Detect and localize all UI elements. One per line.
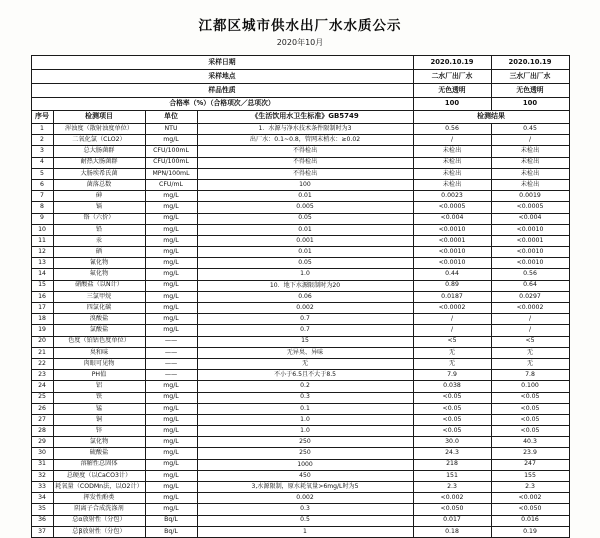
cell-item: PH值 [53, 370, 145, 381]
cell-standard: 10．地下水源限制时为20 [197, 280, 413, 291]
cell-no: 20 [31, 336, 53, 347]
table-row [31, 347, 569, 358]
cell-unit: mg/L [145, 191, 197, 202]
cell-unit: mg/L [145, 303, 197, 314]
cell-item: 四氯化碳 [53, 303, 145, 314]
cell-unit: Bq/L [145, 526, 197, 537]
cell-no: 28 [31, 426, 53, 437]
cell-result-plant3: <0.05 [491, 403, 569, 414]
cell-result-plant2: 0.18 [413, 526, 491, 537]
cell-no: 13 [31, 258, 53, 269]
cell-unit: —— [145, 370, 197, 381]
cell-item: 铅 [53, 224, 145, 235]
cell-no: 19 [31, 325, 53, 336]
cell-unit: mg/L [145, 448, 197, 459]
cell-standard: 0.002 [197, 303, 413, 314]
cell-item: 汞 [53, 235, 145, 246]
cell-result-plant2: 0.56 [413, 124, 491, 135]
cell-result-plant3: <0.05 [491, 414, 569, 425]
column-header-no: 序号 [31, 111, 53, 124]
header-value-property-plant3: 无色透明 [491, 84, 569, 98]
cell-item: 总β放射性（分包） [53, 526, 145, 537]
cell-result-plant3: <0.05 [491, 392, 569, 403]
cell-no: 36 [31, 515, 53, 526]
table-row [31, 247, 569, 258]
cell-result-plant2: 未检出 [413, 168, 491, 179]
cell-result-plant3: 155 [491, 470, 569, 481]
header-value-property-plant2: 无色透明 [413, 84, 491, 98]
cell-standard: 0.01 [197, 247, 413, 258]
cell-item: 溶解性总固体 [53, 459, 145, 470]
cell-standard: 1.0 [197, 426, 413, 437]
cell-result-plant2: <5 [413, 336, 491, 347]
table-row [31, 157, 569, 168]
table-row [31, 224, 569, 235]
cell-result-plant2: 未检出 [413, 179, 491, 190]
cell-unit: MPN/100mL [145, 168, 197, 179]
cell-result-plant3: / [491, 314, 569, 325]
cell-item: 三氯甲烷 [53, 291, 145, 302]
cell-item: 浑浊度（散射浊度单位） [53, 124, 145, 135]
cell-result-plant3: <0.0010 [491, 258, 569, 269]
header-row-pass-rate [31, 98, 569, 111]
cell-result-plant3: 0.64 [491, 280, 569, 291]
cell-unit: mg/L [145, 426, 197, 437]
table-row [31, 504, 569, 515]
cell-no: 8 [31, 202, 53, 213]
table-row [31, 336, 569, 347]
cell-result-plant2: 7.9 [413, 370, 491, 381]
cell-result-plant2: 未检出 [413, 157, 491, 168]
cell-standard: 0.7 [197, 314, 413, 325]
column-header-result: 检测结果 [413, 111, 569, 124]
column-header-item: 检测项目 [53, 111, 145, 124]
cell-item: 总α放射性（分包） [53, 515, 145, 526]
cell-standard: 250 [197, 437, 413, 448]
header-row-sampling-location [31, 70, 569, 84]
cell-standard: 0.05 [197, 213, 413, 224]
cell-unit: mg/L [145, 437, 197, 448]
cell-standard: 不小于6.5且不大于8.5 [197, 370, 413, 381]
table-row [31, 202, 569, 213]
cell-result-plant2: 0.89 [413, 280, 491, 291]
cell-item: 砷 [53, 191, 145, 202]
cell-result-plant2: 30.0 [413, 437, 491, 448]
column-header-unit: 单位 [145, 111, 197, 124]
cell-item: 溴酸盐 [53, 314, 145, 325]
cell-item: 肉眼可见物 [53, 358, 145, 369]
table-row [31, 381, 569, 392]
cell-no: 26 [31, 403, 53, 414]
cell-result-plant2: 0.0187 [413, 291, 491, 302]
cell-standard: 0.2 [197, 381, 413, 392]
cell-no: 9 [31, 213, 53, 224]
table-row [31, 314, 569, 325]
cell-standard: 0.001 [197, 235, 413, 246]
cell-item: 硫酸盐 [53, 448, 145, 459]
cell-no: 27 [31, 414, 53, 425]
cell-result-plant2: <0.050 [413, 504, 491, 515]
cell-standard: 出厂水：0.1~0.8，管网末梢水：≥0.02 [197, 135, 413, 146]
cell-item: 臭和味 [53, 347, 145, 358]
cell-result-plant3: 未检出 [491, 168, 569, 179]
cell-no: 14 [31, 269, 53, 280]
cell-unit: CFU/100mL [145, 146, 197, 157]
cell-result-plant3: <0.0010 [491, 224, 569, 235]
cell-result-plant3: 未检出 [491, 179, 569, 190]
cell-result-plant3: 无 [491, 347, 569, 358]
cell-standard: 0.1 [197, 403, 413, 414]
cell-result-plant2: 151 [413, 470, 491, 481]
cell-result-plant2: 0.0023 [413, 191, 491, 202]
cell-unit: mg/L [145, 247, 197, 258]
header-value-pass-rate-plant3: 100 [491, 98, 569, 111]
table-row [31, 414, 569, 425]
cell-standard: 1．水源与净水技术条件限制时为3 [197, 124, 413, 135]
cell-item: 挥发性酚类 [53, 493, 145, 504]
table-row [31, 392, 569, 403]
cell-result-plant3: 40.3 [491, 437, 569, 448]
cell-standard: 0.05 [197, 258, 413, 269]
cell-no: 18 [31, 314, 53, 325]
table-row [31, 303, 569, 314]
cell-result-plant2: <0.05 [413, 414, 491, 425]
cell-standard: 无 [197, 358, 413, 369]
cell-standard: 0.01 [197, 224, 413, 235]
cell-no: 35 [31, 504, 53, 515]
cell-item: 氯酸盐 [53, 325, 145, 336]
column-header-standard: 《生活饮用水卫生标准》GB5749 [197, 111, 413, 124]
table-row [31, 291, 569, 302]
cell-standard: 250 [197, 448, 413, 459]
cell-no: 15 [31, 280, 53, 291]
cell-no: 25 [31, 392, 53, 403]
cell-result-plant3: 0.56 [491, 269, 569, 280]
cell-item: 锰 [53, 403, 145, 414]
cell-item: 氰化物 [53, 258, 145, 269]
cell-item: 铬（六价） [53, 213, 145, 224]
table-row [31, 258, 569, 269]
cell-no: 11 [31, 235, 53, 246]
page-title: 江都区城市供水出厂水水质公示 [198, 18, 402, 34]
cell-no: 6 [31, 179, 53, 190]
cell-no: 10 [31, 224, 53, 235]
header-value-date-plant3: 2020.10.19 [491, 56, 569, 70]
cell-result-plant2: <0.004 [413, 213, 491, 224]
table-row [31, 358, 569, 369]
page-subtitle: 2020年10月 [276, 38, 324, 47]
cell-result-plant3: <5 [491, 336, 569, 347]
cell-result-plant2: / [413, 314, 491, 325]
cell-result-plant3: <0.0001 [491, 235, 569, 246]
cell-standard: 450 [197, 470, 413, 481]
cell-result-plant2: <0.0010 [413, 247, 491, 258]
cell-no: 24 [31, 381, 53, 392]
cell-standard: 0.002 [197, 493, 413, 504]
table-row [31, 280, 569, 291]
cell-standard: 0.7 [197, 325, 413, 336]
cell-unit: mg/L [145, 291, 197, 302]
cell-result-plant2: 2.3 [413, 482, 491, 493]
cell-result-plant3: <0.0005 [491, 202, 569, 213]
cell-result-plant3: 23.9 [491, 448, 569, 459]
cell-standard: 3,水源限制，原水耗氧量>6mg/L时为5 [197, 482, 413, 493]
cell-no: 1 [31, 124, 53, 135]
cell-item: 硝酸盐（以N计） [53, 280, 145, 291]
cell-result-plant2: 218 [413, 459, 491, 470]
cell-no: 2 [31, 135, 53, 146]
table-row [31, 213, 569, 224]
cell-item: 耐热大肠菌群 [53, 157, 145, 168]
header-label-sampling-location: 采样地点 [31, 70, 413, 84]
cell-result-plant3: 2.3 [491, 482, 569, 493]
table-row [31, 426, 569, 437]
table-row [31, 124, 569, 135]
cell-no: 29 [31, 437, 53, 448]
cell-item: 总大肠菌群 [53, 146, 145, 157]
cell-no: 22 [31, 358, 53, 369]
cell-result-plant2: 无 [413, 347, 491, 358]
cell-item: 镉 [53, 202, 145, 213]
cell-result-plant2: 0.038 [413, 381, 491, 392]
cell-result-plant3: <0.05 [491, 426, 569, 437]
cell-standard: 不得检出 [197, 157, 413, 168]
cell-item: 阴离子合成洗涤剂 [53, 504, 145, 515]
cell-result-plant3: / [491, 325, 569, 336]
cell-result-plant3: <0.0002 [491, 303, 569, 314]
table-row [31, 168, 569, 179]
cell-no: 21 [31, 347, 53, 358]
cell-result-plant2: <0.0010 [413, 258, 491, 269]
cell-item: 菌落总数 [53, 179, 145, 190]
water-quality-report-page [0, 14, 600, 533]
header-value-pass-rate-plant2: 100 [413, 98, 491, 111]
cell-no: 5 [31, 168, 53, 179]
table-row [31, 470, 569, 481]
table-row [31, 135, 569, 146]
cell-unit: mg/L [145, 280, 197, 291]
cell-standard: 1.0 [197, 269, 413, 280]
cell-unit: NTU [145, 124, 197, 135]
header-label-sample-property: 样品性质 [31, 84, 413, 98]
cell-unit: mg/L [145, 414, 197, 425]
cell-result-plant2: / [413, 135, 491, 146]
cell-no: 17 [31, 303, 53, 314]
cell-result-plant2: 0.44 [413, 269, 491, 280]
table-row [31, 146, 569, 157]
cell-item: 氯化物 [53, 437, 145, 448]
table-row [31, 235, 569, 246]
cell-unit: mg/L [145, 258, 197, 269]
cell-standard: 0.5 [197, 515, 413, 526]
cell-unit: mg/L [145, 470, 197, 481]
table-row [31, 515, 569, 526]
cell-result-plant3: <0.002 [491, 493, 569, 504]
cell-standard: 不得检出 [197, 168, 413, 179]
cell-unit: mg/L [145, 504, 197, 515]
table-row [31, 459, 569, 470]
cell-result-plant2: / [413, 325, 491, 336]
cell-result-plant3: 7.8 [491, 370, 569, 381]
cell-unit: mg/L [145, 235, 197, 246]
cell-standard: 0.005 [197, 202, 413, 213]
table-row [31, 437, 569, 448]
table-row [31, 325, 569, 336]
cell-unit: mg/L [145, 381, 197, 392]
cell-standard: 0.06 [197, 291, 413, 302]
cell-item: 铝 [53, 381, 145, 392]
cell-no: 34 [31, 493, 53, 504]
cell-result-plant2: 未检出 [413, 146, 491, 157]
cell-item: 色度（铂钴色度单位） [53, 336, 145, 347]
header-label-pass-rate: 合格率（%）（合格项次／总项次） [31, 98, 413, 111]
cell-no: 31 [31, 459, 53, 470]
cell-unit: CFU/100mL [145, 157, 197, 168]
cell-standard: 不得检出 [197, 146, 413, 157]
header-label-sampling-date: 采样日期 [31, 56, 413, 70]
cell-standard: 0.01 [197, 191, 413, 202]
cell-result-plant3: 0.016 [491, 515, 569, 526]
cell-item: 锌 [53, 426, 145, 437]
cell-standard: 100 [197, 179, 413, 190]
cell-unit: —— [145, 358, 197, 369]
cell-no: 3 [31, 146, 53, 157]
cell-result-plant2: <0.0005 [413, 202, 491, 213]
cell-result-plant2: <0.05 [413, 392, 491, 403]
cell-no: 37 [31, 526, 53, 537]
cell-unit: —— [145, 347, 197, 358]
cell-unit: Bq/L [145, 515, 197, 526]
cell-result-plant2: 24.3 [413, 448, 491, 459]
cell-unit: mg/L [145, 482, 197, 493]
cell-result-plant3: 0.19 [491, 526, 569, 537]
cell-result-plant3: <0.004 [491, 213, 569, 224]
cell-result-plant3: 0.0019 [491, 191, 569, 202]
cell-no: 16 [31, 291, 53, 302]
cell-no: 32 [31, 470, 53, 481]
cell-result-plant2: <0.0001 [413, 235, 491, 246]
cell-item: 硒 [53, 247, 145, 258]
cell-item: 铜 [53, 414, 145, 425]
cell-result-plant3: 0.45 [491, 124, 569, 135]
cell-unit: mg/L [145, 202, 197, 213]
header-row-sampling-date [31, 56, 569, 70]
cell-result-plant2: 0.017 [413, 515, 491, 526]
cell-unit: mg/L [145, 269, 197, 280]
table-row [31, 493, 569, 504]
cell-result-plant3: 未检出 [491, 157, 569, 168]
cell-item: 耗氧量（CODMn法，以O2计） [53, 482, 145, 493]
cell-result-plant3: / [491, 135, 569, 146]
header-row-sample-property [31, 84, 569, 98]
table-row [31, 269, 569, 280]
table-row [31, 370, 569, 381]
cell-item: 氟化物 [53, 269, 145, 280]
cell-standard: 无异臭、异味 [197, 347, 413, 358]
cell-standard: 0.3 [197, 392, 413, 403]
cell-result-plant3: 无 [491, 358, 569, 369]
cell-standard: 1.0 [197, 414, 413, 425]
cell-standard: 1 [197, 526, 413, 537]
cell-result-plant3: 247 [491, 459, 569, 470]
table-row [31, 403, 569, 414]
cell-result-plant2: 无 [413, 358, 491, 369]
cell-item: 大肠埃希氏菌 [53, 168, 145, 179]
cell-result-plant3: <0.050 [491, 504, 569, 515]
header-value-location-plant2: 二水厂出厂水 [413, 70, 491, 84]
cell-result-plant3: <0.0010 [491, 247, 569, 258]
cell-unit: mg/L [145, 325, 197, 336]
table-row [31, 526, 569, 537]
cell-result-plant2: <0.0010 [413, 224, 491, 235]
cell-no: 23 [31, 370, 53, 381]
cell-item: 铁 [53, 392, 145, 403]
table-row [31, 448, 569, 459]
cell-result-plant2: <0.0002 [413, 303, 491, 314]
cell-no: 33 [31, 482, 53, 493]
water-quality-table [31, 55, 570, 538]
cell-result-plant3: 0.0297 [491, 291, 569, 302]
cell-unit: mg/L [145, 213, 197, 224]
cell-unit: mg/L [145, 493, 197, 504]
cell-result-plant3: 未检出 [491, 146, 569, 157]
cell-standard: 15 [197, 336, 413, 347]
cell-item: 总硬度（以CaCO3计） [53, 470, 145, 481]
cell-result-plant2: <0.002 [413, 493, 491, 504]
cell-unit: mg/L [145, 459, 197, 470]
header-value-date-plant2: 2020.10.19 [413, 56, 491, 70]
table-row [31, 482, 569, 493]
cell-standard: 1000 [197, 459, 413, 470]
header-value-location-plant3: 三水厂出厂水 [491, 70, 569, 84]
table-row [31, 191, 569, 202]
cell-item: 二氧化氯（CLO2） [53, 135, 145, 146]
cell-unit: —— [145, 336, 197, 347]
cell-no: 4 [31, 157, 53, 168]
cell-result-plant2: <0.05 [413, 426, 491, 437]
column-header-row [31, 111, 569, 124]
cell-unit: CFU/mL [145, 179, 197, 190]
cell-standard: 0.3 [197, 504, 413, 515]
cell-result-plant3: 0.100 [491, 381, 569, 392]
cell-no: 12 [31, 247, 53, 258]
cell-unit: mg/L [145, 403, 197, 414]
cell-result-plant2: <0.05 [413, 403, 491, 414]
cell-unit: mg/L [145, 392, 197, 403]
cell-no: 30 [31, 448, 53, 459]
cell-no: 7 [31, 191, 53, 202]
cell-unit: mg/L [145, 135, 197, 146]
cell-unit: mg/L [145, 224, 197, 235]
cell-unit: mg/L [145, 314, 197, 325]
table-row [31, 179, 569, 190]
